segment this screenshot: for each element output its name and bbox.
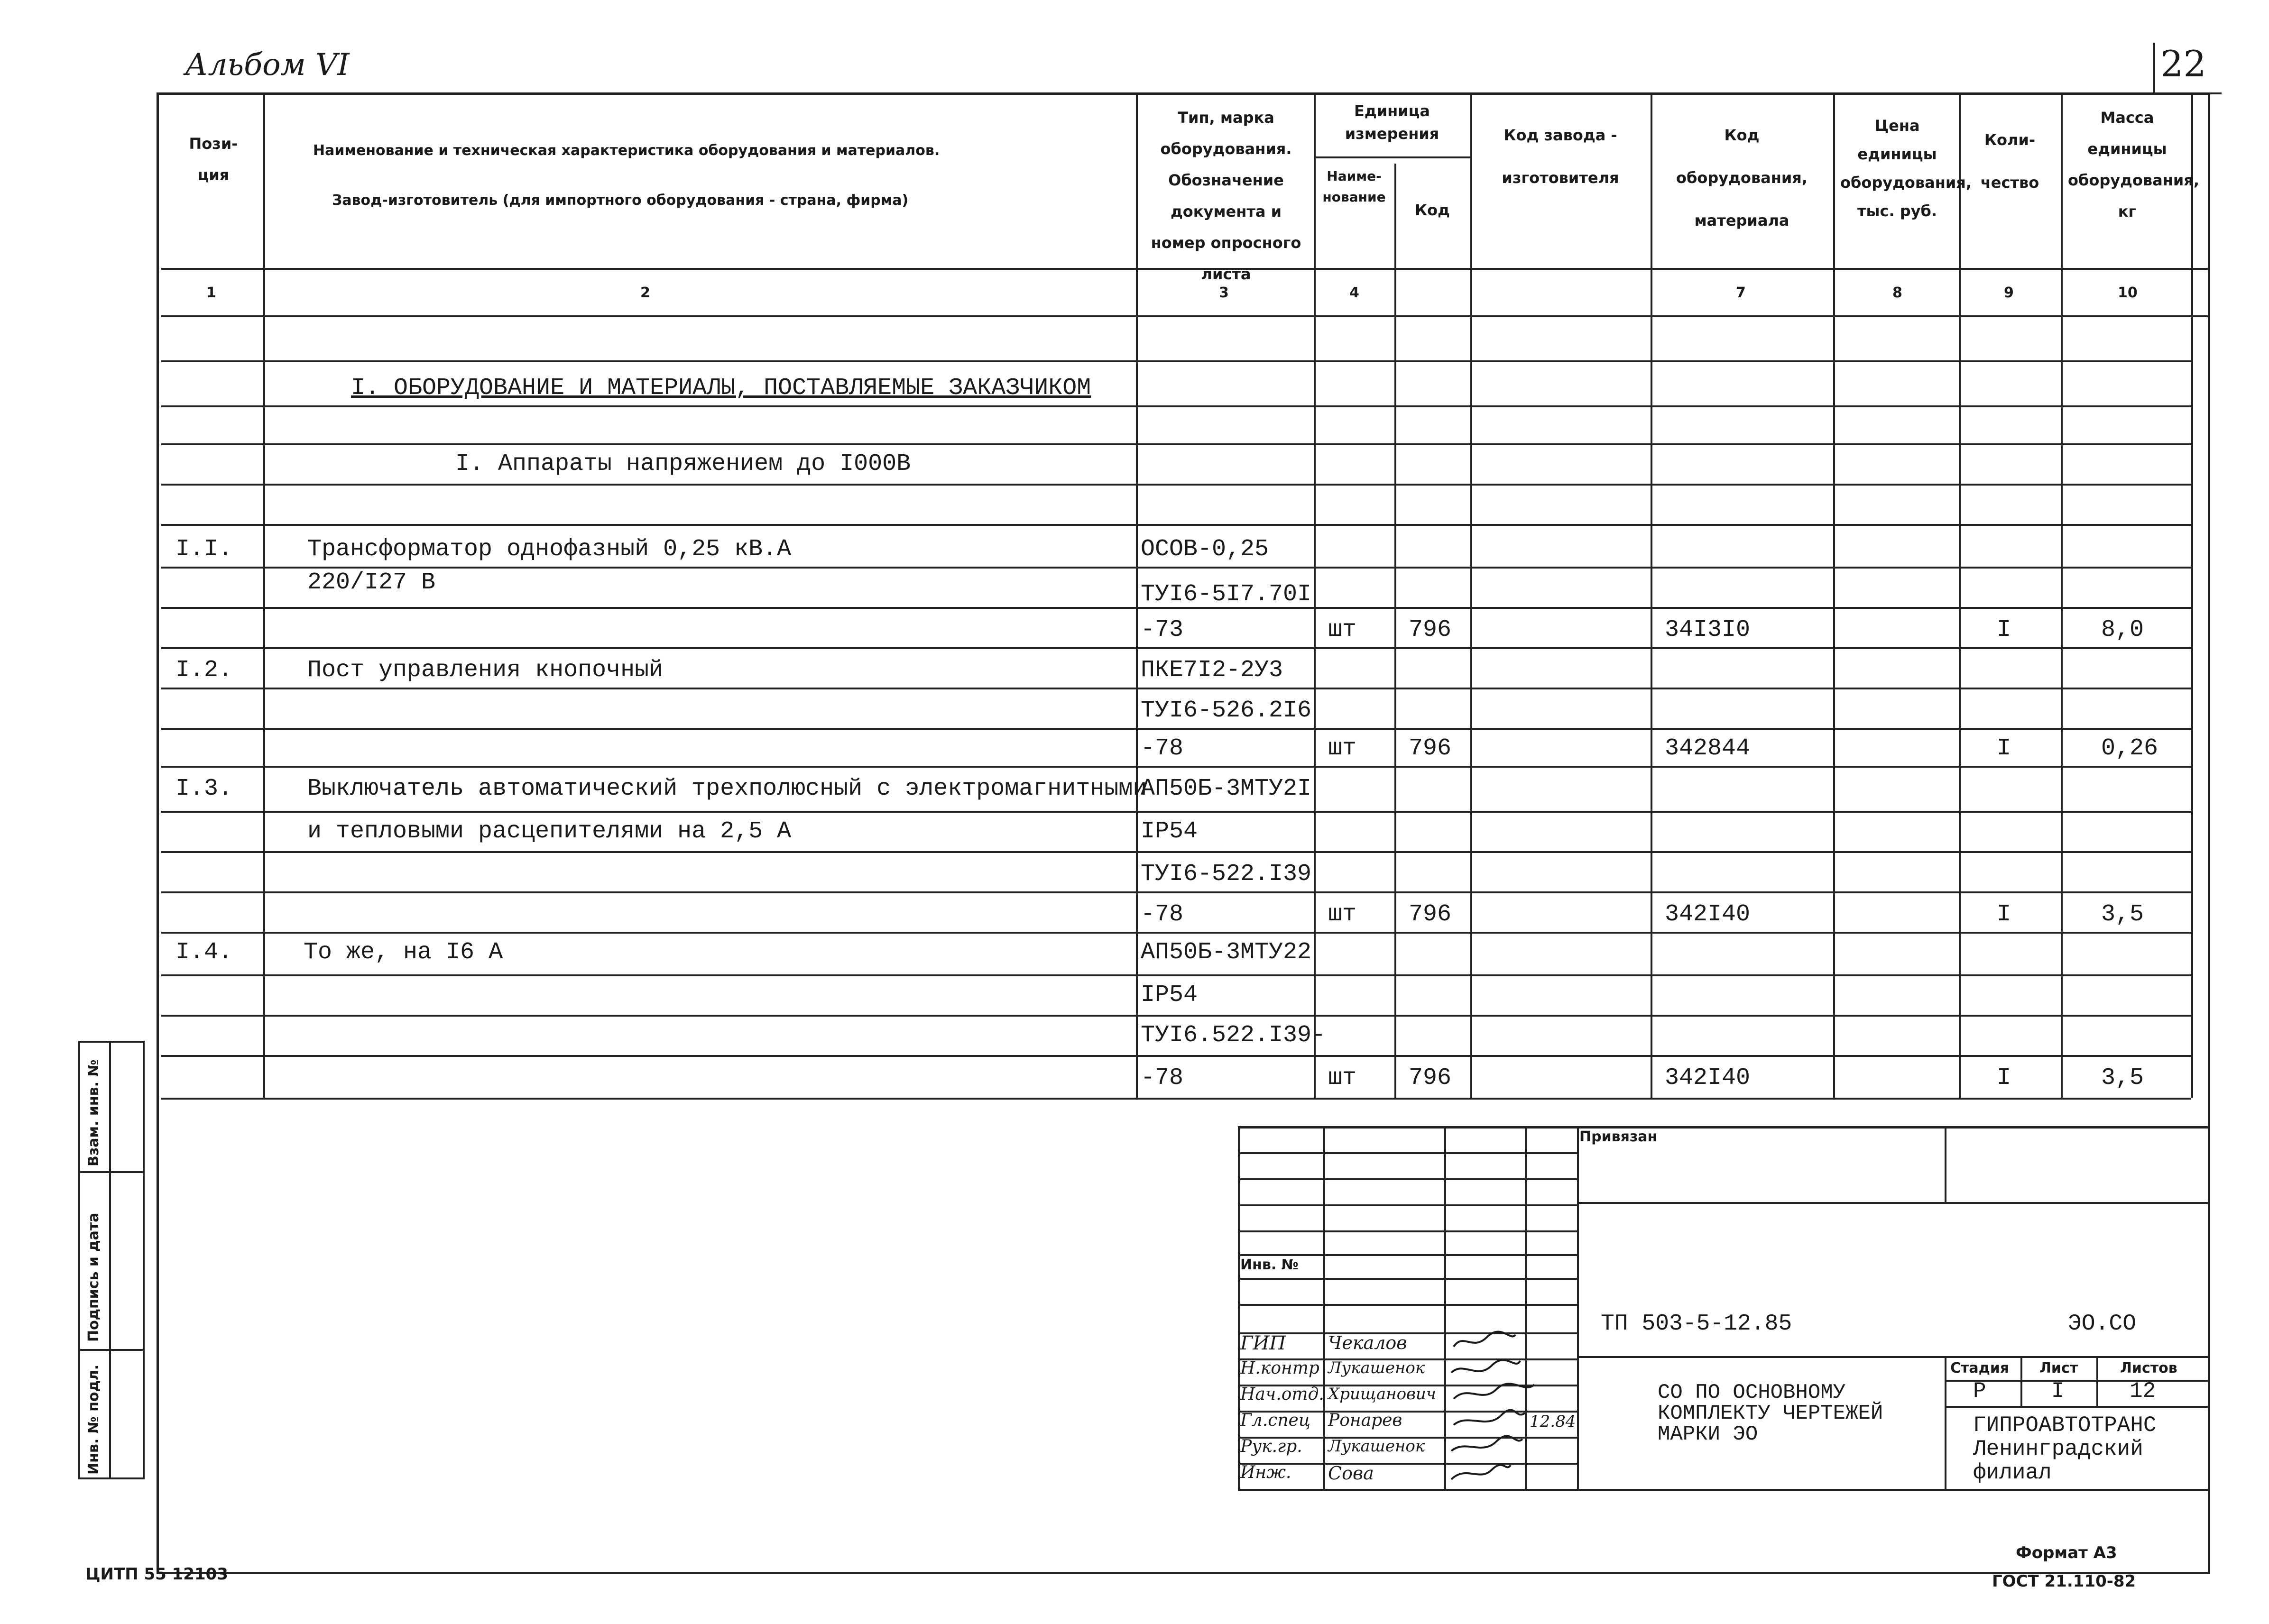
tb-line: [1945, 1406, 2210, 1408]
doc-code: ТП 503-5-12.85: [1601, 1311, 1792, 1337]
tb-line: [1238, 1178, 1577, 1180]
tb-line: [1238, 1152, 1577, 1154]
role-nkontr: Н.контр: [1240, 1358, 1319, 1378]
tb-line: [1238, 1204, 1577, 1206]
row-qty: I: [1997, 1064, 2011, 1092]
row-type: ТУI6-522.I39: [1141, 861, 1312, 888]
colnum-7: 7: [1736, 284, 1746, 301]
row-line: [161, 405, 2191, 407]
side-label-replace: Взам. инв. №: [85, 1059, 102, 1166]
row-unit: шт: [1328, 1064, 1357, 1092]
inv-no-label: Инв. №: [1240, 1257, 1299, 1273]
row-type: ПКЕ7I2-2У3: [1141, 657, 1283, 684]
row-unit-code: 796: [1409, 901, 1452, 928]
role-rukgr: Рук.гр.: [1240, 1437, 1302, 1456]
header-factory-code: Код завода - изготовителя: [1502, 126, 1619, 187]
side-stamp-line: [78, 1349, 145, 1351]
header-equip-code: Код оборудования, материала: [1676, 126, 1808, 229]
colnum-3: 3: [1219, 284, 1229, 301]
row-position: I.I.: [175, 536, 233, 563]
row-line: [161, 688, 2191, 689]
colnum-9: 9: [2004, 284, 2014, 301]
row-line: [161, 443, 2191, 445]
tb-line: [1945, 1126, 1946, 1202]
row-line: [161, 974, 2191, 976]
col-line-2: [1136, 92, 1138, 1098]
row-line: [161, 360, 2191, 362]
row-type: IP54: [1141, 818, 1198, 845]
stage-value: Р: [1973, 1379, 1986, 1404]
row-position: I.4.: [175, 939, 233, 966]
tb-line: [1238, 1230, 1577, 1232]
header-position: Пози- ция: [189, 135, 238, 184]
header-unit-code: Код: [1415, 201, 1450, 219]
colnum-bottom-line: [161, 315, 2210, 317]
album-label: Альбом VI: [185, 47, 350, 83]
header-unit-group: Единица измерения: [1345, 102, 1439, 143]
tb-line: [1238, 1304, 1577, 1306]
row-name: Выключатель автоматический трехполюсный с электромагнитными: [307, 775, 1147, 802]
page-number: 22: [2160, 43, 2206, 85]
header-type: Тип, марка оборудования. Обозначение документа и номер опросного листа: [1151, 109, 1301, 283]
sheet-label: Лист: [2039, 1360, 2078, 1376]
row-qty: I: [1997, 735, 2011, 762]
role-gip: ГИП: [1240, 1332, 1286, 1354]
signatures: [1444, 1328, 1582, 1491]
sheets-label: Листов: [2120, 1360, 2177, 1376]
tb-line: [1238, 1278, 1577, 1280]
row-type: АП50Б-3МТУ2I: [1141, 775, 1312, 802]
org-line3: филиал: [1973, 1460, 2052, 1485]
role-glspec: Гл.спец: [1240, 1411, 1310, 1430]
row-line: [161, 567, 2191, 569]
subsection-title: I. Аппараты напряжением до I000В: [455, 450, 911, 477]
row-type: -78: [1141, 735, 1184, 762]
col-line-6: [1651, 92, 1652, 1098]
row-equip-code: 342I40: [1665, 1064, 1751, 1092]
row-type: -78: [1141, 1064, 1184, 1092]
role-nachotd: Нач.отд.: [1240, 1385, 1324, 1404]
row-position: I.2.: [175, 657, 233, 684]
name-nkontr: Лукашенок: [1328, 1358, 1425, 1377]
side-stamp-line: [78, 1171, 145, 1173]
side-label-inv: Инв. № подл.: [85, 1364, 102, 1475]
row-mass: 3,5: [2101, 901, 2144, 928]
row-type: ТУI6-526.2I6: [1141, 697, 1312, 724]
row-mass: 3,5: [2101, 1064, 2144, 1092]
row-unit: шт: [1328, 735, 1357, 762]
row-line: [161, 1055, 2191, 1057]
org-line2: Ленинградский: [1973, 1437, 2143, 1461]
col-line-3: [1314, 92, 1316, 1098]
col-line-7: [1833, 92, 1835, 1098]
name-gip: Чекалов: [1328, 1332, 1407, 1353]
col-line-1: [263, 92, 265, 1098]
row-type: ОСОВ-0,25: [1141, 536, 1269, 563]
row-unit-code: 796: [1409, 735, 1452, 762]
header-price: Цена единицы оборудования, тыс. руб.: [1840, 117, 1972, 220]
footer-code: ЦИТП 55 12103: [85, 1565, 228, 1584]
tb-line: [1945, 1356, 1946, 1491]
tb-line: [2096, 1356, 2098, 1406]
row-line: [161, 851, 2191, 853]
tb-line: [1238, 1254, 1577, 1256]
col-line-8: [1959, 92, 1961, 1098]
row-line: [161, 728, 2191, 730]
row-type: ТУI6.522.I39-: [1141, 1022, 1326, 1049]
table-bottom-line: [161, 1098, 2191, 1100]
row-unit: шт: [1328, 901, 1357, 928]
row-unit: шт: [1328, 616, 1357, 643]
row-name: 220/I27 В: [307, 569, 436, 596]
row-line: [161, 891, 2191, 893]
row-line: [161, 811, 2191, 813]
row-qty: I: [1997, 901, 2011, 928]
colnum-10: 10: [2118, 284, 2138, 301]
row-type: АП50Б-3МТУ22: [1141, 939, 1312, 966]
role-inzh: Инж.: [1240, 1463, 1291, 1482]
row-equip-code: 342I40: [1665, 901, 1751, 928]
col-line-9: [2061, 92, 2063, 1098]
name-nachotd: Хрищанович: [1328, 1385, 1436, 1404]
name-glspec: Ронарев: [1328, 1411, 1402, 1430]
header-top-line: [161, 92, 2210, 94]
row-equip-code: 34I3I0: [1665, 616, 1751, 643]
colnum-4: 4: [1349, 284, 1359, 301]
row-qty: I: [1997, 616, 2011, 643]
org-line1: ГИПРОАВТОТРАНС: [1973, 1413, 2157, 1438]
row-mass: 8,0: [2101, 616, 2144, 643]
row-type: -73: [1141, 616, 1184, 643]
row-line: [161, 647, 2191, 649]
footer-gost: ГОСТ 21.110-82: [1992, 1572, 2136, 1591]
tb-line: [1577, 1202, 2210, 1204]
header-unit-name: Наиме- нование: [1322, 168, 1386, 205]
privyazan-label: Привязан: [1579, 1129, 1658, 1145]
row-position: I.3.: [175, 775, 233, 802]
side-label-sign: Подпись и дата: [85, 1212, 102, 1342]
row-name: Трансформатор однофазный 0,25 кВ.А: [307, 536, 792, 563]
row-type: IP54: [1141, 982, 1198, 1009]
tb-line: [2020, 1356, 2022, 1406]
row-line: [161, 1015, 2191, 1017]
row-name: и тепловыми расцепителями на 2,5 А: [307, 818, 792, 845]
unit-group-line: [1314, 156, 1470, 158]
row-line: [161, 484, 2191, 486]
tb-line: [1577, 1356, 2210, 1358]
row-name: То же, на I6 А: [304, 939, 503, 966]
header-name-line1: Наименование и техническая характеристика оборудования и материалов.: [313, 142, 940, 159]
col-line-10: [2191, 92, 2193, 1098]
row-type: -78: [1141, 901, 1184, 928]
stage-label: Стадия: [1950, 1360, 2010, 1376]
header-name-line2: Завод-изготовитель (для импортного оборудования - страна, фирма): [332, 192, 909, 209]
doc-title: СО ПО ОСНОВНОМУ КОМПЛЕКТУ ЧЕРТЕЖЕЙ МАРКИ ЭО: [1658, 1381, 1883, 1446]
row-equip-code: 342844: [1665, 735, 1751, 762]
name-inzh: Сова: [1328, 1463, 1374, 1484]
name-rukgr: Лукашенок: [1328, 1437, 1425, 1456]
row-type: ТУI6-5I7.70I: [1141, 581, 1312, 608]
colnum-8: 8: [1892, 284, 1902, 301]
date-note: 12.84: [1530, 1412, 1576, 1431]
col-line-5: [1470, 92, 1472, 1098]
row-unit-code: 796: [1409, 1064, 1452, 1092]
sheet-value: I: [2051, 1379, 2065, 1404]
colnum-2: 2: [640, 284, 650, 301]
row-line: [161, 766, 2191, 768]
row-line: [161, 524, 2191, 526]
colnum-1: 1: [206, 284, 216, 301]
section-title: I. ОБОРУДОВАНИЕ И МАТЕРИАЛЫ, ПОСТАВЛЯЕМЫЕ ЗАКАЗЧИКОМ: [351, 375, 1091, 402]
row-mass: 0,26: [2101, 735, 2158, 762]
col-line-4: [1394, 164, 1396, 1098]
doc-mark: ЭО.СО: [2068, 1311, 2137, 1337]
row-unit-code: 796: [1409, 616, 1452, 643]
side-stamp-divider: [109, 1041, 111, 1479]
row-name: Пост управления кнопочный: [307, 657, 664, 684]
sheets-value: 12: [2130, 1379, 2156, 1404]
header-qty: Коли- чество: [1980, 131, 2039, 192]
header-mass: Масса единицы оборудования, кг: [2068, 109, 2199, 220]
row-line: [161, 932, 2191, 934]
footer-format: Формат А3: [2016, 1543, 2117, 1562]
